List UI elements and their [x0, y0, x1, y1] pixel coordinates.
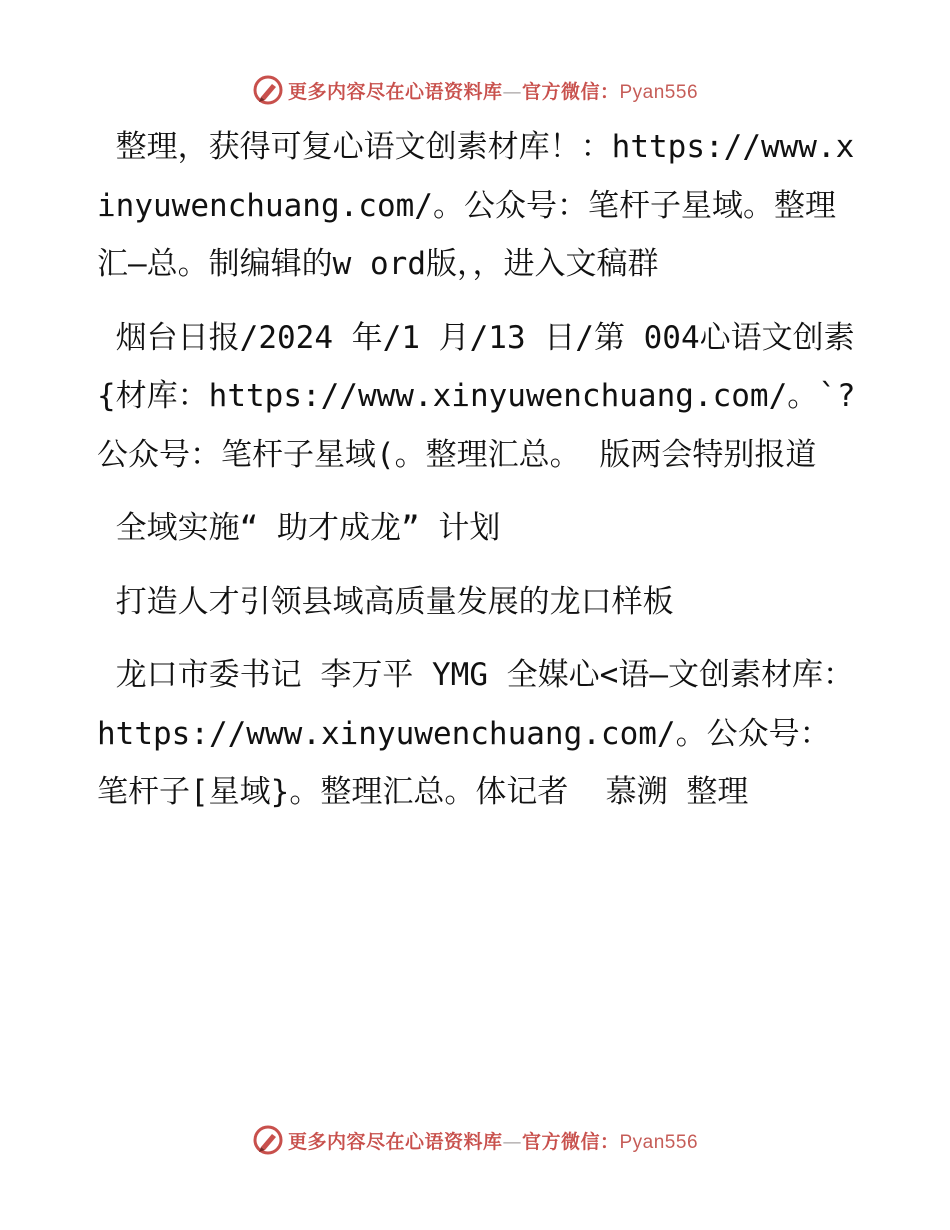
- article-subtitle: 打造人才引领县域高质量发展的龙口样板: [97, 583, 674, 620]
- banner-main-text: 更多内容尽在心语资料库: [287, 80, 503, 103]
- banner-official-label: 官方微信：: [521, 1130, 620, 1153]
- paragraph-intro: 整理，获得可复心语文创素材库！：https://www.xinyuwenchuang.com/。公众号：笔杆子星域。整理汇—总。制编辑的w ord版，，进入文稿群: [97, 129, 855, 282]
- red-pen-logo-icon: [252, 1124, 284, 1156]
- article-title: 全域实施“ 助才成龙” 计划: [97, 510, 501, 546]
- banner-handle: Pyan556: [619, 81, 699, 103]
- paragraph-source: 烟台日报/2024 年/1 月/13 日/第 004心语文创素{材库：https://www.xinyuwenchuang.com/。`?公众号：笔杆子星域(。整理汇总。 版两会特别报道: [97, 319, 856, 473]
- red-pen-logo-icon: [252, 74, 284, 106]
- header-watermark-banner: [0, 70, 950, 110]
- banner-main-text: 更多内容尽在心语资料库: [287, 1130, 503, 1153]
- paragraph-byline: 龙口市委书记 李万平 YMG 全媒心<语—文创素材库：https://www.xinyuwenchuang.com/。公众号：笔杆子[星域}。整理汇总。体记者 慕溯 整理: [97, 657, 854, 810]
- banner-separator: —: [502, 1130, 522, 1153]
- document-body: [97, 118, 857, 837]
- banner-separator: —: [502, 80, 522, 103]
- banner-official-label: 官方微信：: [521, 80, 620, 103]
- banner-handle: Pyan556: [619, 1131, 699, 1153]
- banner-text: [288, 77, 698, 104]
- footer-watermark-banner: [0, 1120, 950, 1160]
- banner-text: [288, 1127, 698, 1154]
